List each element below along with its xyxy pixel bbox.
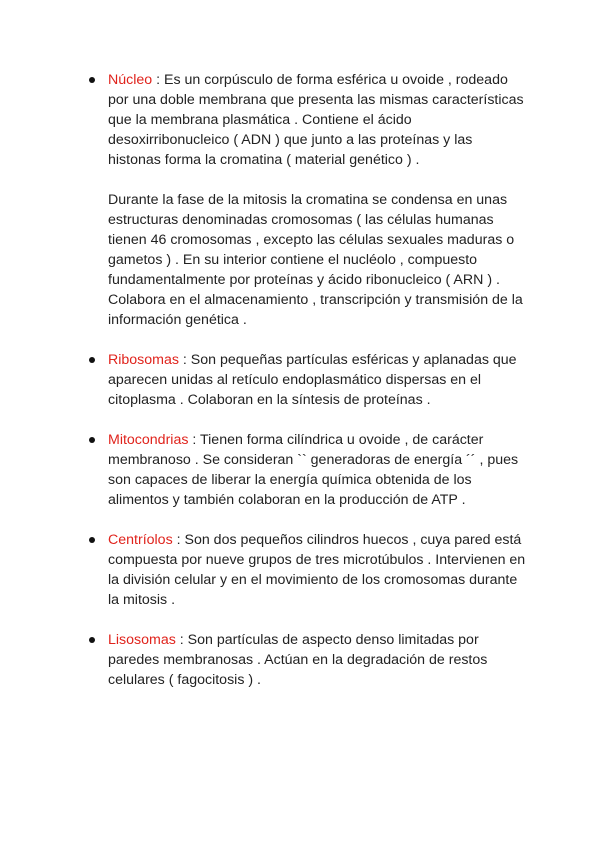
item-term: Ribosomas xyxy=(108,352,179,368)
item-paragraph xyxy=(108,70,528,170)
list-item-nucleo xyxy=(108,70,528,330)
bullet-icon xyxy=(89,437,95,443)
list-item-mitocondrias xyxy=(108,430,528,510)
item-term: Centríolos xyxy=(108,532,173,548)
item-paragraph xyxy=(108,350,528,410)
item-description: : Son dos pequeños cilindros huecos , cuya pared está compuesta por nueve grupos de tres microtúbulos . Intervienen en la división celular y en el movimiento de los cromosomas durante la mitosis . xyxy=(108,532,526,608)
bullet-icon xyxy=(89,357,95,363)
item-description: : Tienen forma cilíndrica u ovoide , de carácter membranoso . Se consideran `` generadoras de energía ´´ , pues son capaces de liberar la energía química obtenida de los alimentos y también colaboran en la producción de ATP . xyxy=(108,432,519,508)
item-paragraph xyxy=(108,430,528,510)
organelle-list xyxy=(108,70,528,710)
item-extra-paragraph: Durante la fase de la mitosis la cromatina se condensa en unas estructuras denominadas cromosomas ( las células humanas tienen 46 cromosomas , excepto las células sexuales maduras o gametos ) . En su interior contiene el nucléolo , compuesto fundamentalmente por proteínas y ácido ribonucleico ( ARN ) . Colabora en el almacenamiento , transcripción y transmisión de la información genética . xyxy=(108,192,523,328)
item-paragraph xyxy=(108,630,528,690)
item-description: : Son pequeñas partículas esféricas y aplanadas que aparecen unidas al retículo endoplasmático dispersas en el citoplasma . Colaboran en la síntesis de proteínas . xyxy=(108,352,517,408)
item-description: : Es un corpúsculo de forma esférica u ovoide , rodeado por una doble membrana que presenta las mismas características que la membrana plasmática . Contiene el ácido desoxirribonucleico ( ADN ) que junto a las proteínas y las histonas forma la cromatina ( material genético ) . xyxy=(108,72,524,168)
bullet-icon xyxy=(89,537,95,543)
bullet-icon xyxy=(89,77,95,83)
bullet-icon xyxy=(89,637,95,643)
item-description: : Son partículas de aspecto denso limitadas por paredes membranosas . Actúan en la degradación de restos celulares ( fagocitosis ) . xyxy=(108,632,488,688)
item-term: Lisosomas xyxy=(108,632,176,648)
list-item-centriolos xyxy=(108,530,528,610)
item-term: Mitocondrias xyxy=(108,432,189,448)
list-item-lisosomas xyxy=(108,630,528,690)
item-paragraph xyxy=(108,530,528,610)
list-item-ribosomas xyxy=(108,350,528,410)
item-term: Núcleo xyxy=(108,72,153,88)
